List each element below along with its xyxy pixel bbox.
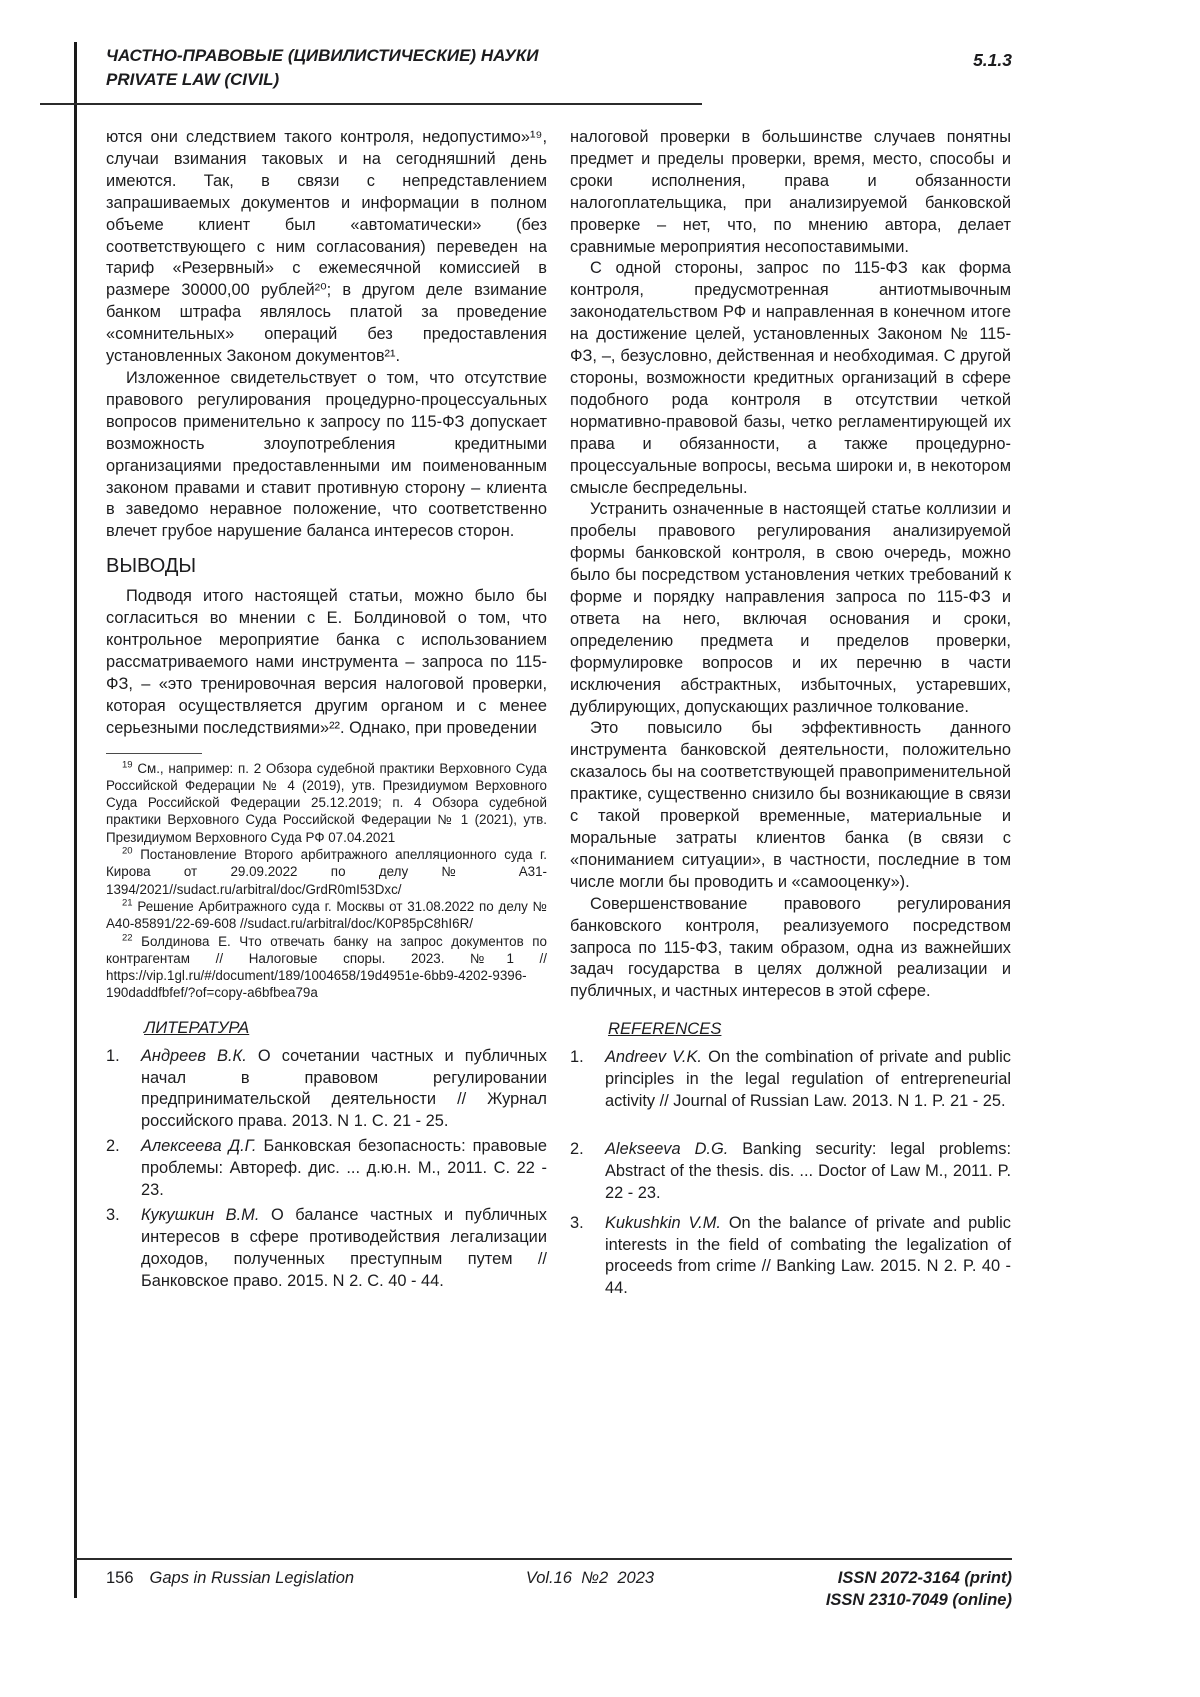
reference-author: Алексеева Д.Г.	[141, 1137, 257, 1156]
issn-block	[826, 1567, 1012, 1611]
footnote-marker: 22	[122, 932, 133, 944]
references-heading: REFERENCES	[608, 1019, 722, 1039]
footnotes-block	[106, 760, 547, 1002]
section-title-en: PRIVATE LAW (CIVIL)	[106, 70, 280, 89]
reference-body	[141, 1046, 547, 1134]
reference-item	[106, 1205, 547, 1293]
footnote	[106, 898, 547, 933]
reference-author: Кукушкин В.М.	[141, 1205, 260, 1224]
footnote	[106, 846, 547, 898]
page-number: 156	[106, 1569, 134, 1587]
reference-number: 1.	[570, 1048, 584, 1067]
reference-body	[141, 1205, 547, 1293]
reference-item	[570, 1139, 1011, 1205]
paragraph: Совершенствование правового регулирования банковского контроля, реализуемого посредством запроса по 115-ФЗ, таким образом, одна из важнейших задач государства в целях должной реализации и публичных, и частных интересов в этой сфере.	[570, 894, 1011, 1001]
footer-divider	[75, 1558, 1012, 1560]
issn-print: ISSN 2072-3164 (print)	[837, 1569, 1012, 1587]
section-title-ru: ЧАСТНО-ПРАВОВЫЕ (ЦИВИЛИСТИЧЕСКИЕ) НАУКИ	[106, 46, 539, 65]
footnote-marker: 20	[122, 845, 133, 857]
footnote-separator	[106, 753, 202, 754]
reference-number: 2.	[106, 1137, 120, 1156]
right-column	[570, 127, 1011, 1303]
reference-author: Андреев В.К.	[141, 1046, 247, 1065]
literature-list	[106, 1046, 547, 1293]
reference-number: 2.	[570, 1139, 584, 1158]
reference-author: Kukushkin V.M.	[605, 1213, 721, 1232]
conclusions-heading: ВЫВОДЫ	[106, 555, 197, 578]
footnote	[106, 760, 547, 846]
references-list	[570, 1047, 1011, 1300]
reference-body	[605, 1213, 1011, 1301]
paragraph: Устранить означенные в настоящей статье коллизии и пробелы правового регулирования анализируемой формы банковской контроля, в свою очередь, можно было бы посредством установления четких требований к форме и порядку направления запроса по 115-ФЗ и ответа на него, включая основания и сроки, определению предмета и пределов проверки, формулировке вопросов и их перечню в части исключения абстрактных, избыточных, устаревших, дублирующих, допускающих различное толкование.	[570, 500, 1011, 716]
reference-body	[605, 1047, 1011, 1113]
footnote-marker: 21	[122, 897, 133, 909]
paragraph: Подводя итого настоящей статьи, можно было бы согласиться во мнении с Е. Болдиновой о том, что контрольное мероприятие банка с использованием рассматриваемого нами инструмента – запроса по 115-ФЗ, – «это тренировочная версия налоговой проверки, которая осуществляется другим органом и с менее серьезными последствиями»²². Однако, при проведении	[106, 587, 547, 737]
paragraph: Изложенное свидетельствует о том, что отсутствие правового регулирования процедурно-процессуальных вопросов применительно к запросу по 115-ФЗ допускает возможность злоупотребления кредитными организациями предоставленными им поименованным законом правами и ставит противную сторону – клиента в заведомо неравное положение, что соответственно влечет грубое нарушение баланса интересов сторон.	[106, 368, 547, 541]
paragraph: С одной стороны, запрос по 115-ФЗ как форма контроля, предусмотренная антиотмывочным законодательством РФ и направленная в конечном итоге на достижение целей, установленных Законом № 115-ФЗ, –, безусловно, действенная и необходимая. С другой стороны, возможности кредитных организаций в сфере подобного рода контроля в отсутствии четкой нормативно-правовой базы, четко регламентирующей их права и обязанности, а также процедурно-процессуальные вопросы, весьма широки и, в некотором смысле беспредельны.	[570, 259, 1011, 497]
reference-item	[570, 1047, 1011, 1113]
journal-title: Gaps in Russian Legislation	[149, 1569, 355, 1587]
reference-text: Банковская безопасность: правовые проблемы: Автореф. дис. ... д.ю.н. М., 2011. С. 22 - 23.	[141, 1137, 547, 1200]
reference-item	[106, 1136, 547, 1202]
page-footer	[106, 1567, 1012, 1611]
reference-text: On the balance of private and public interests in the field of combating the legalization of proceeds from crime // Banking Law. 2015. N 2. P. 40 - 44.	[605, 1213, 1011, 1298]
reference-item	[570, 1213, 1011, 1301]
issn-online: ISSN 2310-7049 (online)	[825, 1591, 1012, 1609]
left-margin-rule	[74, 42, 77, 1598]
page-header	[106, 44, 826, 92]
issue-info: Vol.16 №2 2023	[525, 1569, 655, 1587]
footnote-text: Постановление Второго арбитражного апелляционного суда г. Кирова от 29.09.2022 по делу № А31-1394/2021//sudact.ru/arbitral/doc/GrdR0mI53Dxc/	[106, 847, 547, 897]
reference-item	[106, 1046, 547, 1134]
reference-number: 3.	[570, 1213, 584, 1232]
reference-author: Alekseeva D.G.	[605, 1139, 729, 1158]
header-divider	[40, 103, 702, 105]
reference-text: О сочетании частных и публичных начал в правовом регулировании предпринимательской деятельности // Журнал российского права. 2013. N 1. С. 21 - 25.	[141, 1046, 547, 1131]
reference-text: Banking security: legal problems: Abstract of the thesis. dis. ... Doctor of Law M., 2011. P. 22 - 23.	[605, 1139, 1011, 1202]
reference-body	[141, 1136, 547, 1202]
classification-code: 5.1.3	[973, 50, 1012, 70]
reference-text: О балансе частных и публичных интересов в сфере противодействия легализации доходов, полученных преступным путем // Банковское право. 2015. N 2. С. 40 - 44.	[141, 1205, 547, 1290]
paragraph: Это повысило бы эффективность данного инструмента банковской деятельности, положительно сказалось бы на соответствующей правоприменительной практике, существенно снизило бы возникающие в связи с такой проверкой временные, материальные и моральные затраты клиентов банка (в связи с «пониманием ситуации», в частности, последние в том числе могли бы проводить и «самооценку»).	[570, 719, 1011, 891]
footnote-text: Решение Арбитражного суда г. Москвы от 31.08.2022 по делу № А40-85891/22-69-608 //sudact.ru/arbitral/doc/K0P85pC8hI6R/	[106, 898, 547, 932]
reference-number: 1.	[106, 1046, 120, 1065]
footnote-text: См., например: п. 2 Обзора судебной практики Верховного Суда Российской Федерации № 4 (2019), утв. Президиумом Верховного Суда Российской Федерации 25.12.2019; п. 4 Обзора судебной практики Верховного Суда Российской Федерации № 1 (2021), утв. Президиумом Верховного Суда РФ 07.04.2021	[106, 760, 547, 845]
article-body	[106, 127, 1012, 1303]
literature-heading: ЛИТЕРАТУРА	[144, 1017, 250, 1037]
reference-body	[605, 1139, 1011, 1205]
footer-left	[106, 1567, 354, 1589]
footnote-text: Болдинова Е. Что отвечать банку на запрос документов по контрагентам // Налоговые споры. 2023. №1 // https://vip.1gl.ru/#/document/189/1004658/19d4951e-6bb9-4202-9396-190daddfbfef/?of=copy-a6bfbea79a	[106, 933, 547, 1001]
reference-number: 3.	[106, 1205, 120, 1224]
left-column	[106, 127, 547, 1303]
paragraph: налоговой проверки в большинстве случаев понятны предмет и пределы проверки, время, место, способы и сроки исполнения, права и обязанности налогоплательщика, при анализируемой банковской проверке – нет, что, по мнению автора, делает сравнимые мероприятия несопоставимыми.	[570, 128, 1011, 256]
footnote-marker: 19	[122, 759, 133, 771]
paragraph: ются они следствием такого контроля, недопустимо»¹⁹, случаи взимания таковых и на сегодняшний день имеются. Так, в связи с непредставлением запрашиваемых документов и информации в полном объеме клиент был «автоматически» (без соответствующего с ним согласования) переведен на тариф «Резервный» с ежемесячной комиссией в размере 30000,00 рублей²⁰; в другом деле взимание банком штрафа являлось платой за проведение «сомнительных» операций без предоставления установленных Законом документов²¹.	[106, 128, 547, 366]
footnote	[106, 933, 547, 1002]
reference-author: Andreev V.K.	[605, 1048, 702, 1067]
reference-text: On the combination of private and public principles in the legal regulation of entrepreneurial activity // Journal of Russian Law. 2013. N 1. P. 21 - 25.	[605, 1048, 1011, 1110]
